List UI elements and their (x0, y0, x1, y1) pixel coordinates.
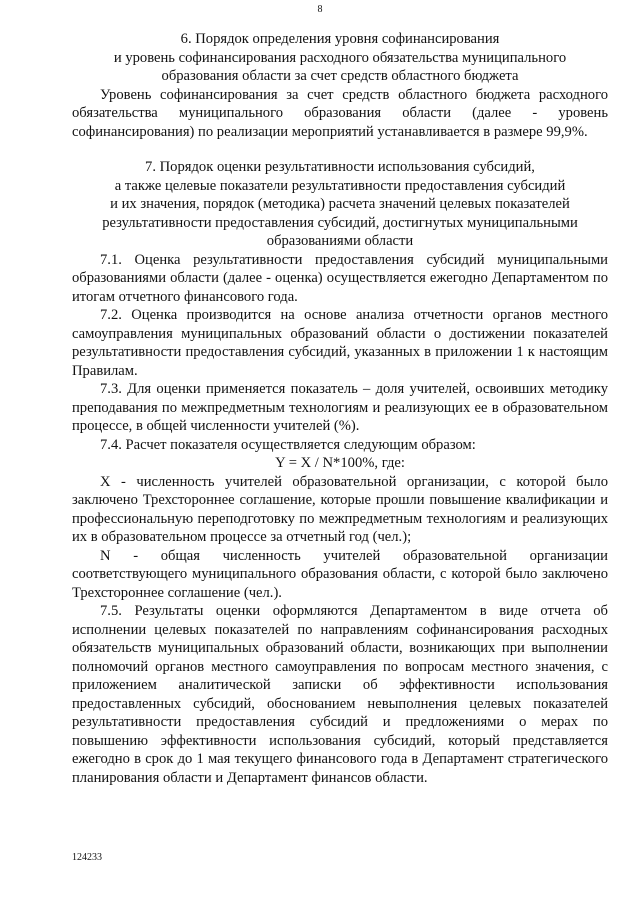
section-7-heading-line-1: 7. Порядок оценки результативности использования субсидий, (145, 159, 535, 175)
formula: Y = X / N*100%, где: (275, 455, 405, 471)
section-7-heading-line-3: и их значения, порядок (методика) расчета значений целевых показателей (110, 196, 570, 212)
section-6-heading-line-1: 6. Порядок определения уровня софинансирования (180, 31, 500, 47)
section-spacer (72, 141, 608, 158)
page-number: 8 (317, 4, 323, 15)
document-body (72, 30, 608, 787)
paragraph-7-1: 7.1. Оценка результативности предоставления субсидий муниципальными образованиями области (далее - оценка) осуществляется ежегодно Департаментом по итогам отчетного финансового года. (72, 251, 608, 305)
section-6 (72, 30, 608, 141)
paragraph-7-4: 7.4. Расчет показателя осуществляется следующим образом: (100, 436, 476, 453)
section-7-heading-line-4: результативности предоставления субсидий, достигнутых муниципальными (102, 214, 578, 231)
definition-n: N - общая численность учителей образовательной организации соответствующего муниципального образования области, с которой было заключено Трехстороннее соглашение (чел.). (72, 547, 608, 601)
section-6-paragraph: Уровень софинансирования за счет средств областного бюджета расходного обязательства муниципального образования области (далее - уровень софинансирования) по реализации мероприятий устанавливается в размере 99,9%. (72, 86, 608, 140)
section-6-heading-line-2: и уровень софинансирования расходного обязательства муниципального (113, 49, 567, 66)
paragraph-7-3: 7.3. Для оценки применяется показатель – доля учителей, освоивших методику преподавания по межпредметным технологиям и реализующих ее в образовательном процессе, в общей численности учителей (%). (72, 381, 608, 434)
paragraph-7-5: 7.5. Результаты оценки оформляются Департаментом в виде отчета об исполнении целевых показателей по направлениям софинансирования расходных обязательств муниципальных образований области, возникающих при выполнении полномочий органов местного самоуправления по вопросам местного значения, с приложением аналитической записки об эффективности использования предоставленных субсидий, обоснованием невыполнения целевых показателей результативности предоставления субсидий и предложениями о мерах по повышению эффективности использования субсидий, который представляется ежегодно в срок до 1 мая текущего финансового года в Департамент стратегического планирования области и Департамент финансов области. (72, 603, 608, 786)
definition-x: X - численность учителей образовательной организации, с которой было заключено Трехстороннее соглашение, которые прошли повышение квалификации и профессиональную переподготовку по межпредметным технологиям и реализующих их в образовательном процессе за отчетный год (чел.); (72, 473, 608, 545)
section-7-heading-line-5: образованиями области (266, 233, 414, 249)
footer-document-code: 124233 (72, 852, 102, 863)
section-7-heading-line-2: а также целевые показатели результативности предоставления субсидий (114, 177, 566, 194)
section-7 (72, 158, 608, 787)
section-6-heading-line-3: образования области за счет средств областного бюджета (161, 68, 519, 84)
paragraph-7-2: 7.2. Оценка производится на основе анализа отчетности органов местного самоуправления муниципальных образований области о достижении показателей результативности предоставления субсидий, указанных в приложении 1 к настоящим Правилам. (72, 307, 608, 379)
